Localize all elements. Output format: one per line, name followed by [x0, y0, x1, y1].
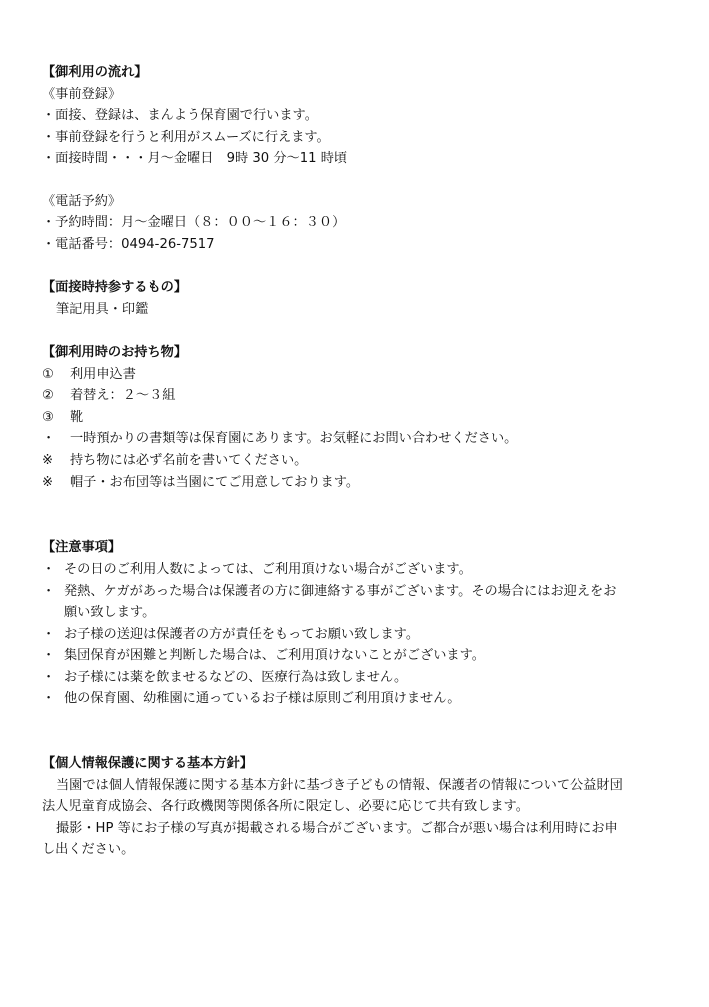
list-item-text: 発熱、ケガがあった場合は保護者の方に御連絡する事がございます。その場合にはお迎えをお — [64, 584, 617, 599]
list-marker: ※ — [42, 475, 54, 490]
list-item-text: お子様の送迎は保護者の方が責任をもってお願い致します。 — [64, 627, 420, 642]
notes-item — [42, 581, 616, 602]
list-marker: ② — [42, 388, 54, 403]
privacy-paragraph-line: 法人児童育成協会、各行政機関等関係各所に限定し、必要に応じて共有致します。 — [42, 799, 529, 814]
list-item-text: 着替え：２～３組 — [70, 388, 176, 403]
bullet: ・ — [42, 691, 56, 706]
belongings-item — [42, 407, 83, 428]
pre-registration-item: ・面接、登録は、まんよう保育園で行います。 — [42, 108, 318, 123]
privacy-paragraph-line: 当園では個人情報保護に関する基本方針に基づき子どもの情報、保護者の情報について公益財団 — [56, 778, 623, 793]
flow-heading: 【御利用の流れ】 — [42, 65, 148, 80]
belongings-item — [42, 364, 136, 385]
bullet: ・ — [42, 648, 56, 663]
notes-heading: 【注意事項】 — [42, 540, 122, 555]
pre-registration-item: ・面接時間・・・月～金曜日 9時 30 分～11 時頃 — [42, 151, 348, 166]
phone-number: ・電話番号：0494-26-7517 — [42, 237, 215, 252]
notes-item-continuation: 願い致します。 — [64, 605, 156, 620]
list-item-text: その日のご利用人数によっては、ご利用頂けない場合がございます。 — [64, 562, 472, 577]
list-item-text: 集団保育が困難と判断した場合は、ご利用頂けないことがございます。 — [64, 648, 485, 663]
bullet: ・ — [42, 670, 56, 685]
pre-registration-item: ・事前登録を行うと利用がスムーズに行えます。 — [42, 130, 330, 145]
notes-item — [42, 645, 485, 666]
notes-item — [42, 688, 460, 709]
list-marker: ③ — [42, 410, 54, 425]
phone-reservation-title: 《電話予約》 — [42, 194, 122, 209]
list-item-text: 持ち物には必ず名前を書いてください。 — [70, 453, 308, 468]
list-marker: ① — [42, 367, 54, 382]
belongings-item — [42, 472, 359, 493]
privacy-paragraph-line: し出ください。 — [42, 842, 135, 857]
privacy-paragraph-line: 撮影・HP 等にお子様の写真が掲載される場合がございます。ご都合が悪い場合は利用時にお申 — [56, 821, 618, 836]
privacy-heading: 【個人情報保護に関する基本方針】 — [42, 756, 253, 771]
bullet: ・ — [42, 627, 56, 642]
list-item-text: 他の保育園、幼稚園に通っているお子様は原則ご利用頂けません。 — [64, 691, 461, 706]
phone-reservation-item: ・予約時間：月～金曜日（８：００～１６：３０） — [42, 215, 346, 230]
list-item-text: 靴 — [70, 410, 84, 425]
belongings-item — [42, 450, 307, 471]
notes-item — [42, 559, 472, 580]
belongings-heading: 【御利用時のお持ち物】 — [42, 345, 188, 360]
interview-items-text: 筆記用具・印鑑 — [56, 302, 149, 317]
pre-registration-title: 《事前登録》 — [42, 87, 122, 102]
list-marker: ・ — [42, 431, 56, 446]
list-item-text: 利用申込書 — [70, 367, 136, 382]
list-item-text: お子様には薬を飲ませるなどの、医療行為は致しません。 — [64, 670, 408, 685]
belongings-item — [42, 385, 176, 406]
list-item-text: 帽子・お布団等は当園にてご用意しております。 — [70, 475, 360, 490]
bullet: ・ — [42, 584, 56, 599]
list-marker: ※ — [42, 453, 54, 468]
notes-item — [42, 667, 407, 688]
interview-items-heading: 【面接時持参するもの】 — [42, 280, 188, 295]
bullet: ・ — [42, 562, 56, 577]
list-item-text: 一時預かりの書類等は保育園にあります。お気軽にお問い合わせください。 — [70, 431, 518, 446]
belongings-item — [42, 428, 517, 449]
notes-item — [42, 624, 419, 645]
